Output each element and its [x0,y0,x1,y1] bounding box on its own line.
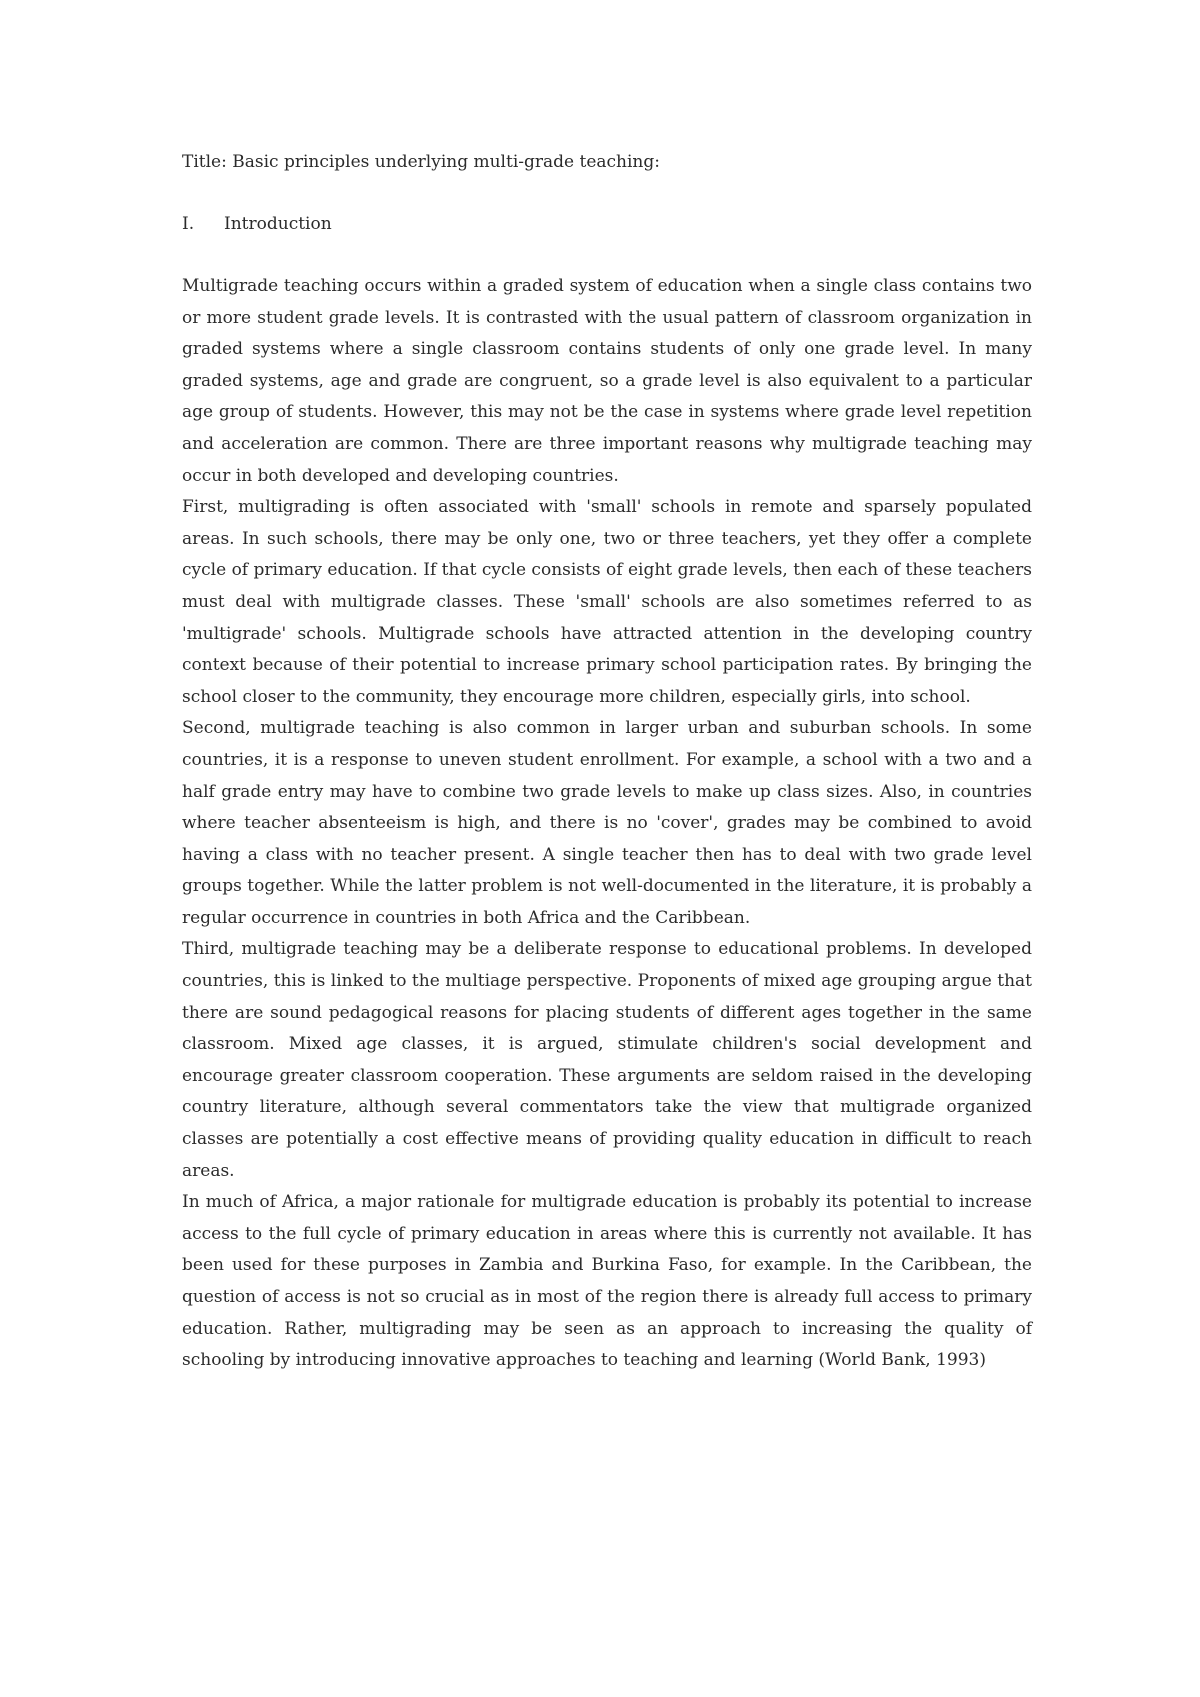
document-content [182,146,1032,1377]
body-text [182,271,1032,1377]
paragraph-third-reason: Third, multigrade teaching may be a deliberate response to educational problems. In developed countries, this is linked to the multiage perspective. Proponents of mixed age grouping argue that there are sound pedagogical reasons for placing students of different ages together in the same classroom. Mixed age classes, it is argued, stimulate children's social development and encourage greater classroom cooperation. These arguments are seldom raised in the developing country literature, although several commentators take the view that multigrade organized classes are potentially a cost effective means of providing quality education in difficult to reach areas. [182,939,1032,1181]
section-title: Introduction [224,214,332,234]
section-heading [182,208,1032,240]
paragraph-second-reason: Second, multigrade teaching is also common in larger urban and suburban schools. In some countries, it is a response to uneven student enrollment. For example, a school with a two and a half grade entry may have to combine two grade levels to make up class sizes. Also, in countries where teacher absenteeism is high, and there is no 'cover', grades may be combined to avoid having a class with no teacher present. A single teacher then has to deal with two grade level groups together. While the latter problem is not well-documented in the literature, it is probably a regular occurrence in countries in both Africa and the Caribbean. [182,718,1032,928]
paragraph-overview: Multigrade teaching occurs within a graded system of education when a single class contains two or more student grade levels. It is contrasted with the usual pattern of classroom organization in graded systems where a single classroom contains students of only one grade level. In many graded systems, age and grade are congruent, so a grade level is also equivalent to a particular age group of students. However, this may not be the case in systems where grade level repetition and acceleration are common. There are three important reasons why multigrade teaching may occur in both developed and developing countries. [182,276,1032,486]
paragraph-africa-caribbean: In much of Africa, a major rationale for multigrade education is probably its potential to increase access to the full cycle of primary education in areas where this is currently not available. It has been used for these purposes in Zambia and Burkina Faso, for example. In the Caribbean, the question of access is not so crucial as in most of the region there is already full access to primary education. Rather, multigrading may be seen as an approach to increasing the quality of schooling by introducing innovative approaches to teaching and learning (World Bank, 1993) [182,1192,1032,1371]
paragraph-first-reason: First, multigrading is often associated with 'small' schools in remote and sparsely populated areas. In such schools, there may be only one, two or three teachers, yet they offer a complete cycle of primary education. If that cycle consists of eight grade levels, then each of these teachers must deal with multigrade classes. These 'small' schools are also sometimes referred to as 'multigrade' schools. Multigrade schools have attracted attention in the developing country context because of their potential to increase primary school participation rates. By bringing the school closer to the community, they encourage more children, especially girls, into school. [182,497,1032,707]
document-title: Title: Basic principles underlying multi-grade teaching: [182,152,660,172]
section-number: I. [182,214,195,234]
